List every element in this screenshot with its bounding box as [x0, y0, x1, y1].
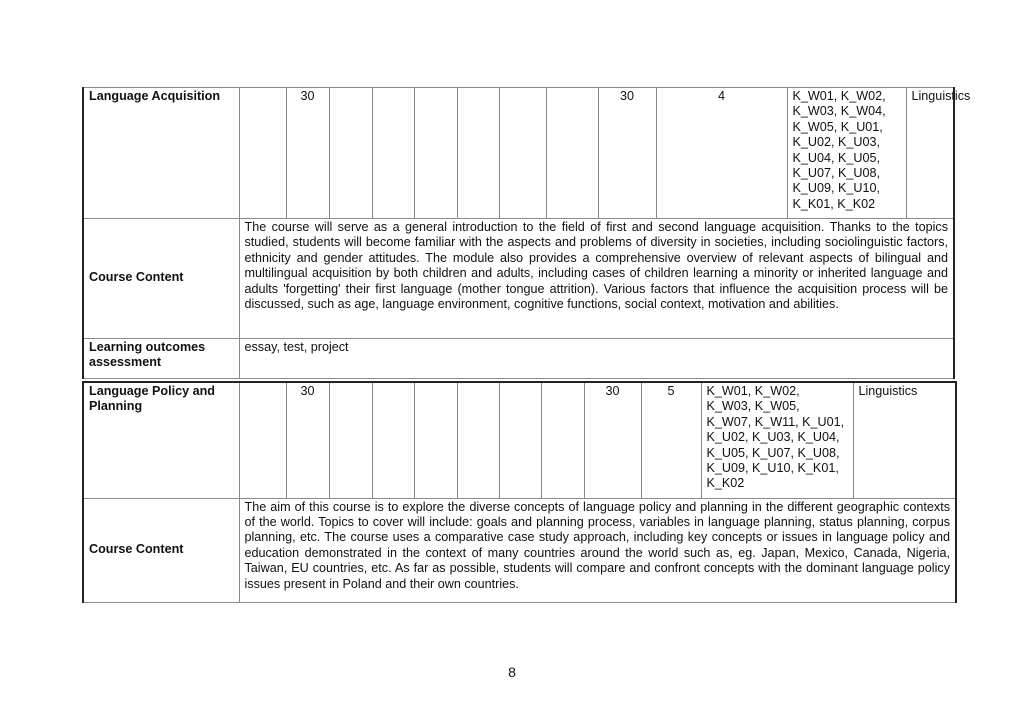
content-row	[83, 498, 956, 602]
course-content-text: The aim of this course is to explore the diverse concepts of language policy and planning in the different geographic contexts of the world. Topics to cover will include: goals and planning process, variables in language planning, status planning, corpus planning, etc. The course uses a comparative case study approach, including key concepts or issues in language policy and education demonstrated in the context of many countries around the world such as, eg. Japan, Mexico, Canada, Nigeria, Taiwan, EU countries, etc. As far as possible, students will compare and confront concepts with the dominant language policy issues present in Poland and their own countries.	[239, 498, 956, 602]
hours-cell	[329, 382, 372, 498]
total-hours: 30	[584, 382, 641, 498]
course-table-language-acquisition	[82, 87, 971, 379]
course-name: Language Policy and Planning	[83, 382, 239, 498]
ects-points: 4	[656, 88, 787, 219]
assessment-text: essay, test, project	[239, 339, 954, 379]
discipline: Linguistics	[906, 88, 954, 219]
course-content-text: The course will serve as a general introduction to the field of first and second language acquisition. Thanks to the topics studied, students will become familiar with the aspects and problems of diversity in societies, including sociolinguistic factors, ethnicity and gender attitudes. The module also provides a comprehensive overview of relevant aspects of bilingual and multilingual acquisition by both children and adults, including cases of children learning a minority or inherited language and adults 'forgetting' their first language (mother tongue attrition). Various factors that influence the acquisition process will be discussed, such as age, language environment, cognitive functions, social context, motivation and abilities.	[239, 219, 954, 339]
total-hours: 30	[598, 88, 656, 219]
hours-cell	[546, 88, 598, 219]
page-number: 8	[508, 664, 516, 680]
hours-cell	[239, 382, 286, 498]
course-row	[83, 382, 956, 498]
hours-cell	[372, 382, 414, 498]
course-row	[83, 88, 954, 219]
discipline: Linguistics	[853, 382, 956, 498]
hours-cell	[239, 88, 286, 219]
course-name: Language Acquisition	[83, 88, 239, 219]
learning-outcomes-codes: K_W01, K_W02, K_W03, K_W04, K_W05, K_U01, K_U02, K_U03, K_U04, K_U05, K_U07, K_U08, K_U09, K_U10, K_K01, K_K02	[787, 88, 906, 219]
course-content-label: Course Content	[83, 498, 239, 602]
hours-cell: 30	[286, 88, 329, 219]
learning-outcomes-codes: K_W01, K_W02, K_W03, K_W05, K_W07, K_W11, K_U01, K_U02, K_U03, K_U04, K_U05, K_U07, K_U08, K_U09, K_U10, K_K01, K_K02	[701, 382, 853, 498]
assessment-row	[83, 339, 954, 379]
content-row	[83, 219, 954, 339]
hours-cell	[414, 382, 457, 498]
assessment-label: Learning outcomes assessment	[83, 339, 239, 379]
ects-points: 5	[641, 382, 701, 498]
course-content-label: Course Content	[83, 219, 239, 339]
hours-cell	[329, 88, 372, 219]
hours-cell	[499, 382, 541, 498]
hours-cell	[372, 88, 414, 219]
hours-cell	[457, 382, 499, 498]
course-table-language-policy	[82, 381, 957, 603]
hours-cell	[457, 88, 499, 219]
hours-cell	[541, 382, 584, 498]
hours-cell: 30	[286, 382, 329, 498]
hours-cell	[414, 88, 457, 219]
hours-cell	[499, 88, 546, 219]
